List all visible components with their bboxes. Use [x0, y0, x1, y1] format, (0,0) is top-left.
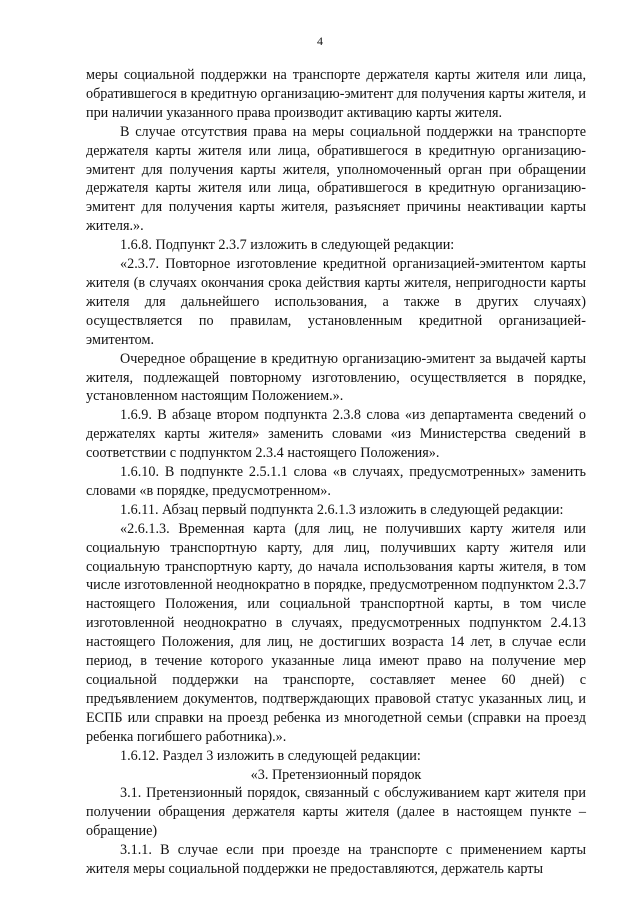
document-body	[86, 66, 586, 879]
paragraph-2-3-7: «2.3.7. Повторное изготовление кредитной организацией-эмитентом карты жителя (в случаях окончания срока действия карты жителя, непригодности карты жителя для дальнейшего использования, а также в других случаях) осуществляется по правилам, установленным кредитной организацией-эмитентом.	[86, 256, 586, 348]
paragraph-1-6-9: 1.6.9. В абзаце втором подпункта 2.3.8 слова «из департамента сведений о держателях карты жителя» заменить словами «из Министерства сведений в соответствии с подпунктом 2.3.4 настоящего Положения».	[86, 407, 586, 462]
paragraph-no-right-explanation: В случае отсутствия права на меры социальной поддержки на транспорте держателя карты жителя или лица, обратившегося в кредитную организацию-эмитент для получения карты жителя, уполномоченный орган при обращении держателя карты жителя или лица, обратившегося в кредитную организацию-эмитент для получения карты жителя, разъясняет причины неактивации карты жителя.».	[86, 123, 586, 235]
paragraph-continuation: меры социальной поддержки на транспорте держателя карты жителя или лица, обратившегося в кредитную организацию-эмитент для получения карты жителя, и при наличии указанного права производит активацию карты жителя.	[86, 67, 586, 121]
paragraph-1-6-10: 1.6.10. В подпункте 2.5.1.1 слова «в случаях, предусмотренных» заменить словами «в порядке, предусмотренном».	[86, 464, 586, 499]
paragraph-repeat-request: Очередное обращение в кредитную организацию-эмитент за выдачей карты жителя, подлежащей повторному изготовлению, осуществляется в порядке, установленном настоящим Положением.».	[86, 350, 586, 405]
paragraph-1-6-12: 1.6.12. Раздел 3 изложить в следующей редакции:	[120, 747, 421, 764]
paragraph-3-1-1: 3.1.1. В случае если при проезде на транспорте с применением карты жителя меры социальной поддержки не предоставляются, держатель карты	[86, 842, 586, 878]
paragraph-3-1: 3.1. Претензионный порядок, связанный с обслуживанием карт жителя при получении обращения держателя карты жителя (далее в настоящем пункте – обращение)	[86, 785, 586, 840]
section-heading: «3. Претензионный порядок	[250, 766, 422, 783]
paragraph-1-6-8: 1.6.8. Подпункт 2.3.7 изложить в следующей редакции:	[120, 237, 455, 254]
page-number: 4	[317, 34, 323, 48]
paragraph-1-6-11: 1.6.11. Абзац первый подпункта 2.6.1.3 изложить в следующей редакции:	[120, 501, 564, 518]
paragraph-2-6-1-3: «2.6.1.3. Временная карта (для лиц, не получивших карту жителя или социальную транспортную карту, для лиц, получивших карту жителя или социальную транспортную карту, до начала использования карты жителя, в том числе изготовленной неоднократно в порядке, предусмотренном подпунктом 2.3.7 настоящего Положения, или социальной транспортной карты, в том числе изготовленной неоднократно в случаях, предусмотренных подпунктом 2.4.13 настоящего Положения, для лиц, не достигших возраста 14 лет, в случае если период, в течение которого указанные лица имеют право на получение мер социальной поддержки на транспорте, составляет менее 60 дней) с предъявлением документов, подтверждающих правовой статус указанных лиц, и ЕСПБ или справки на проезд ребенка из многодетной семьи (справки на проезд ребенка погибшего работника).».	[86, 520, 586, 745]
